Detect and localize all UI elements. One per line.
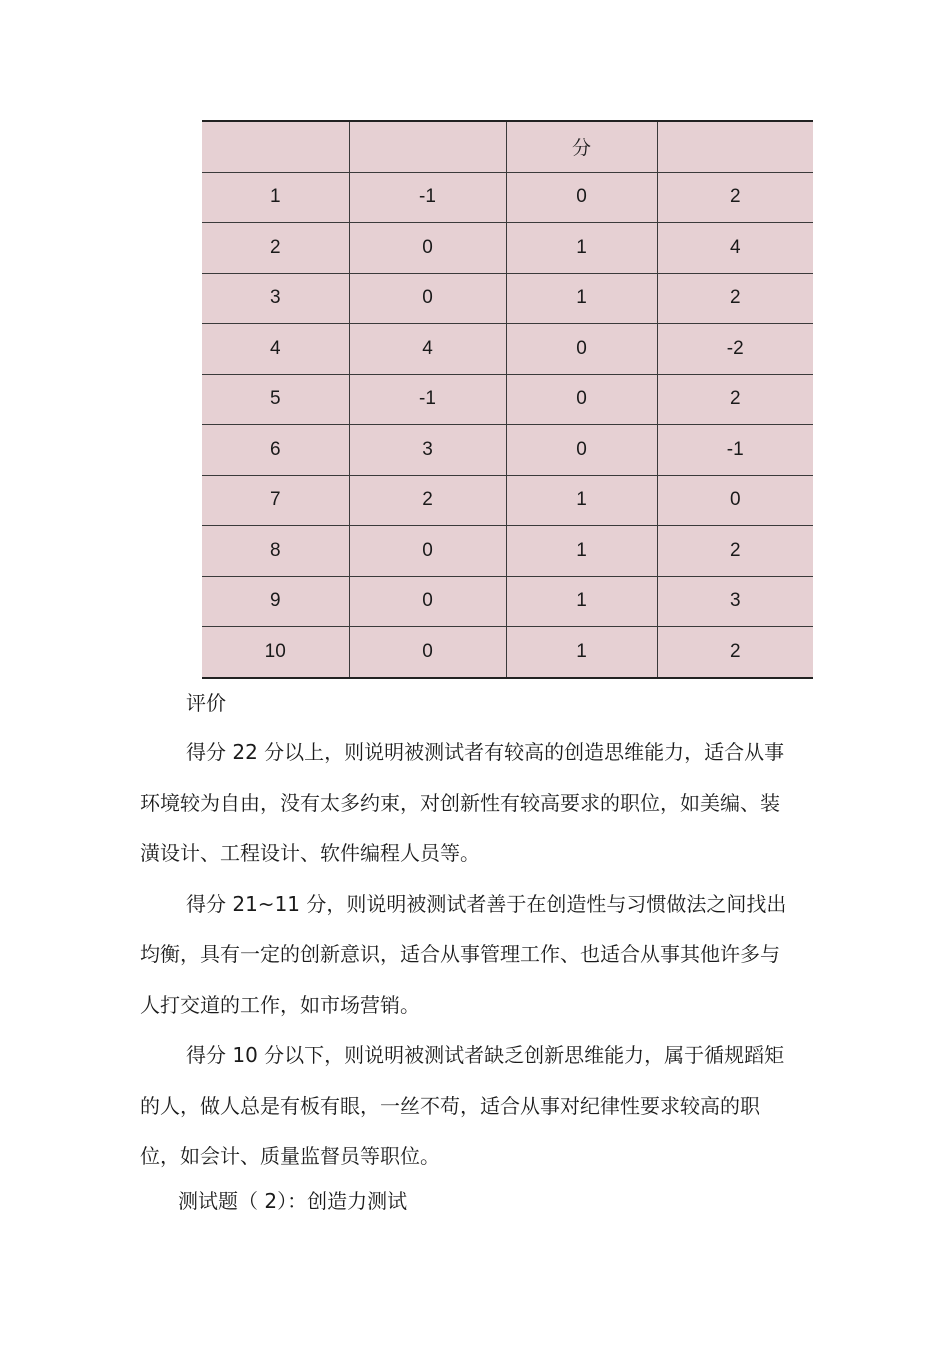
table-cell: 1	[506, 475, 657, 526]
table-row	[202, 374, 813, 425]
table-cell: 8	[202, 526, 349, 577]
table-cell: 3	[202, 273, 349, 324]
evaluation-heading: 评价	[186, 691, 226, 715]
table-row	[202, 273, 813, 324]
table-cell: 3	[657, 576, 813, 627]
table-cell: -2	[657, 324, 813, 375]
evaluation-paragraph-high: 得分 22 分以上，则说明被测试者有较高的创造思维能力，适合从事环境较为自由，没有太多约束，对创新性有较高要求的职位，如美编、装潢设计、工程设计、软件编程人员等。	[140, 740, 785, 865]
score-table-body	[202, 121, 813, 678]
table-cell: -1	[349, 374, 506, 425]
table-cell: 0	[349, 273, 506, 324]
table-cell: 5	[202, 374, 349, 425]
table-cell: 1	[506, 526, 657, 577]
table-cell: 6	[202, 425, 349, 476]
table-header-row	[202, 121, 813, 172]
table-cell: 1	[506, 576, 657, 627]
score-table	[202, 120, 813, 679]
table-header-cell	[657, 121, 813, 172]
table-cell: 0	[349, 576, 506, 627]
table-row	[202, 526, 813, 577]
table-cell: 2	[202, 223, 349, 274]
table-header-cell	[202, 121, 349, 172]
evaluation-paragraph-low: 得分 10 分以下，则说明被测试者缺乏创新思维能力，属于循规蹈矩的人，做人总是有板有眼，一丝不苟，适合从事对纪律性要求较高的职位，如会计、质量监督员等职位。	[140, 1043, 785, 1168]
table-cell: 2	[657, 627, 813, 678]
table-cell: 2	[657, 273, 813, 324]
table-cell: 2	[657, 374, 813, 425]
table-cell: 3	[349, 425, 506, 476]
table-cell: 2	[657, 172, 813, 223]
table-cell: 1	[506, 223, 657, 274]
table-cell: 1	[506, 627, 657, 678]
table-cell: -1	[349, 172, 506, 223]
table-row	[202, 627, 813, 678]
table-row	[202, 172, 813, 223]
table-cell: 1	[202, 172, 349, 223]
table-cell: -1	[657, 425, 813, 476]
table-cell: 0	[349, 627, 506, 678]
table-row	[202, 576, 813, 627]
table-cell: 4	[349, 324, 506, 375]
table-row	[202, 223, 813, 274]
next-section-heading: 测试题（ 2）：创造力测试	[178, 1189, 408, 1213]
table-cell: 1	[506, 273, 657, 324]
table-row	[202, 475, 813, 526]
table-row	[202, 425, 813, 476]
table-cell: 0	[506, 172, 657, 223]
table-cell: 0	[506, 425, 657, 476]
table-cell: 0	[506, 374, 657, 425]
table-header-cell: 分	[506, 121, 657, 172]
table-cell: 0	[506, 324, 657, 375]
table-cell: 2	[657, 526, 813, 577]
table-cell: 9	[202, 576, 349, 627]
table-header-cell	[349, 121, 506, 172]
table-cell: 0	[657, 475, 813, 526]
evaluation-body	[140, 727, 790, 1182]
table-cell: 2	[349, 475, 506, 526]
table-cell: 10	[202, 627, 349, 678]
table-row	[202, 324, 813, 375]
table-cell: 7	[202, 475, 349, 526]
table-cell: 0	[349, 526, 506, 577]
evaluation-paragraph-mid: 得分 21~11 分，则说明被测试者善于在创造性与习惯做法之间找出均衡，具有一定的创新意识，适合从事管理工作、也适合从事其他许多与人打交道的工作，如市场营销。	[140, 891, 787, 1017]
table-cell: 4	[657, 223, 813, 274]
table-cell: 0	[349, 223, 506, 274]
table-cell: 4	[202, 324, 349, 375]
